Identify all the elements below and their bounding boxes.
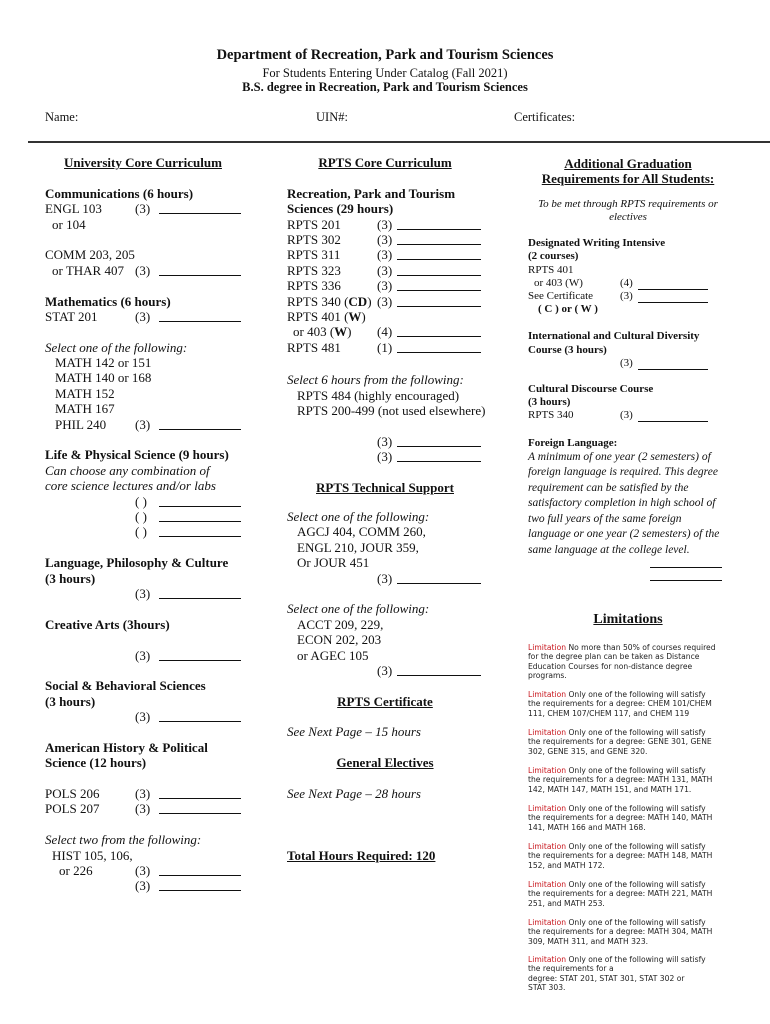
language-culture-hours: (3 hours) xyxy=(45,570,96,586)
grade-blank[interactable] xyxy=(638,278,708,290)
limitation-text: 152, and MATH 172. xyxy=(528,860,605,870)
additional-requirements-heading: Additional Graduation xyxy=(564,156,692,171)
uin-label: UIN#: xyxy=(316,110,348,124)
hist-row xyxy=(45,863,245,878)
limitation-text: 302, GENE 315, and GENE 320. xyxy=(528,746,648,756)
limitation-text: Only one of the following will satisfy xyxy=(566,766,706,775)
limitation-text: Only one of the following will satisfy xyxy=(566,955,706,964)
rpts401-row xyxy=(287,309,487,324)
tech-option: ENGL 210, JOUR 359, xyxy=(297,539,419,555)
engl-alt: or 104 xyxy=(52,216,86,232)
limitation-text: the requirements for a degree: MATH 304, MATH xyxy=(528,927,713,937)
limitation-tag: Limitation xyxy=(528,728,567,737)
course-name: RPTS 340 ( xyxy=(287,293,349,309)
grade-blank[interactable] xyxy=(397,248,481,260)
tech-option: or AGEC 105 xyxy=(297,647,369,663)
rpts-hours: Sciences (29 hours) xyxy=(287,201,394,217)
cd-flag: CD xyxy=(348,293,368,309)
limitation-text: Only one of the following will satisfy xyxy=(566,842,706,851)
hours: (3) xyxy=(377,216,393,232)
foreign-language-text xyxy=(528,450,728,559)
rpts340-line xyxy=(528,409,728,422)
course-name: RPTS 336 xyxy=(287,278,341,294)
course-name: POLS 206 xyxy=(45,786,100,802)
grade-blank[interactable] xyxy=(159,879,241,891)
fl-line: satisfactory completion in high school of xyxy=(528,497,716,510)
limitation-tag: Limitation xyxy=(528,918,567,927)
rpts-course-row xyxy=(287,278,487,293)
hours: (3) xyxy=(135,201,151,217)
tech-row xyxy=(287,571,487,586)
university-core-heading: University Core Curriculum xyxy=(64,155,222,170)
grade-blank[interactable] xyxy=(159,787,241,799)
grade-blank[interactable] xyxy=(159,710,241,722)
hours: (3) xyxy=(135,416,151,432)
rpts-core-heading: RPTS Core Curriculum xyxy=(318,155,452,170)
cultural-discourse-heading: Cultural Discourse Course xyxy=(528,383,654,396)
grade-blank[interactable] xyxy=(397,341,481,353)
grade-blank[interactable] xyxy=(159,264,241,276)
limitation-text: the requirements for a degree: MATH 131, MATH xyxy=(528,775,713,785)
select-one-note: Select one of the following: xyxy=(287,601,430,617)
grade-blank[interactable] xyxy=(159,649,241,661)
limitation-item xyxy=(528,880,728,908)
limitation-item xyxy=(528,766,728,794)
limitation-item xyxy=(528,690,728,718)
limitation-text: 111, CHEM 107/CHEM 117, and CHEM 119 xyxy=(528,708,690,718)
rpts-course-row xyxy=(287,232,487,247)
rpts-core-column xyxy=(287,155,487,863)
fl-line: foreign language is required. This degree xyxy=(528,466,718,479)
course-name: or 226 xyxy=(59,862,93,878)
header-divider xyxy=(28,141,770,143)
hours: (3) xyxy=(620,356,633,369)
select-one-note: Select one of the following: xyxy=(45,339,188,355)
paren: ) xyxy=(361,308,366,324)
social-hours: (3 hours) xyxy=(45,693,96,709)
grade-blank[interactable] xyxy=(397,279,481,291)
limitation-text: 142, MATH 147, MATH 151, and MATH 171. xyxy=(528,784,692,794)
limitation-item xyxy=(528,804,728,832)
limitation-text: Only one of the following will satisfy xyxy=(566,804,706,813)
limitation-text: Only one of the following will satisfy xyxy=(566,880,706,889)
limitation-text: for the degree plan can be taken as Distance xyxy=(528,652,700,662)
hours: (3) xyxy=(377,247,393,263)
grade-blank[interactable] xyxy=(159,587,241,599)
rpts-course-row xyxy=(287,247,487,262)
paren: ) xyxy=(347,324,352,340)
hours: (3) xyxy=(377,262,393,278)
cultural-discourse-hours: (3 hours) xyxy=(528,396,571,409)
elective-row xyxy=(287,449,487,464)
american-history-heading: American History & Political xyxy=(45,739,208,755)
general-electives-heading: General Electives xyxy=(336,755,434,771)
limitation-item xyxy=(528,842,728,870)
fl-line: same language at the college level. xyxy=(528,543,690,556)
american-history-hours: Science (12 hours) xyxy=(45,755,147,771)
limitation-tag: Limitation xyxy=(528,955,567,964)
additional-note: To be met through RPTS requirements or xyxy=(538,197,718,210)
w-flag: W xyxy=(334,324,348,340)
pols206-row xyxy=(45,786,245,801)
hours: (3) xyxy=(135,647,151,663)
limitation-text: the requirements for a degree: GENE 301, GENE xyxy=(528,737,712,747)
course-name: RPTS 302 xyxy=(287,231,341,247)
limitation-item xyxy=(528,918,728,946)
course-name: ENGL 103 xyxy=(45,201,102,217)
language-culture-heading: Language, Philosophy & Culture xyxy=(45,555,229,571)
thar-row xyxy=(45,263,245,278)
limitation-item xyxy=(528,955,728,993)
math-option: MATH 142 or 151 xyxy=(55,355,152,371)
course-name: or 403 (W) xyxy=(534,276,583,289)
hours: (3) xyxy=(620,290,633,303)
course-name: POLS 207 xyxy=(45,801,100,817)
grade-blank[interactable] xyxy=(159,495,241,507)
grade-blank[interactable] xyxy=(397,325,481,337)
science-row xyxy=(45,494,245,509)
course-name: PHIL 240 xyxy=(55,416,107,432)
limitation-text: 141, MATH 166 and MATH 168. xyxy=(528,822,646,832)
tech-option: Or JOUR 451 xyxy=(297,555,370,571)
course-name: See Certificate xyxy=(528,290,594,303)
grade-blank[interactable] xyxy=(159,310,241,322)
limitation-text: the requirements for a degree: MATH 140, MATH xyxy=(528,813,713,823)
additional-note-2: electives xyxy=(609,211,647,224)
math-option: MATH 140 or 168 xyxy=(55,370,152,386)
hours: (3) xyxy=(377,293,393,309)
catalog-subtitle: For Students Entering Under Catalog (Fall 2021) xyxy=(262,66,508,80)
grade-blank[interactable] xyxy=(159,510,241,522)
hours: (3) xyxy=(135,862,151,878)
hours: (4) xyxy=(377,324,393,340)
limitation-text: 309, MATH 311, and MATH 323. xyxy=(528,936,649,946)
hours: (3) xyxy=(377,231,393,247)
hours: (3) xyxy=(377,662,393,678)
hours: ( ) xyxy=(135,508,147,524)
additional-requirements-heading-2: Requirements for All Students: xyxy=(541,171,715,187)
university-core-column xyxy=(45,155,245,894)
course-name: STAT 201 xyxy=(45,308,98,324)
diversity-row xyxy=(528,357,728,370)
phil-row xyxy=(45,417,245,432)
total-hours: Total Hours Required: 120 xyxy=(287,847,436,863)
electives-note: See Next Page – 28 hours xyxy=(287,786,421,802)
foreign-language-heading: Foreign Language: xyxy=(528,436,618,449)
fl-blank-2[interactable] xyxy=(528,568,728,582)
language-row xyxy=(45,586,245,601)
grade-blank[interactable] xyxy=(159,202,241,214)
grade-blank[interactable] xyxy=(159,864,241,876)
hist-options: HIST 105, 106, xyxy=(52,847,133,863)
rpts-certificate-heading: RPTS Certificate xyxy=(337,693,433,709)
mathematics-heading: Mathematics (6 hours) xyxy=(45,293,171,309)
life-science-note: core science lectures and/or labs xyxy=(45,478,216,494)
limitation-tag: Limitation xyxy=(528,643,567,652)
select-6-note: Select 6 hours from the following: xyxy=(287,372,464,388)
fl-line: A minimum of one year (2 semesters) of xyxy=(528,450,711,463)
hours: (3) xyxy=(135,709,151,725)
limitation-text: the requirements for a xyxy=(528,964,614,974)
grade-blank[interactable] xyxy=(397,295,481,307)
fl-blank-1[interactable] xyxy=(528,558,728,568)
tech-option: ECON 202, 203 xyxy=(297,632,382,648)
hours: (3) xyxy=(135,585,151,601)
fl-line: language or one year (2 semesters) of the xyxy=(528,528,720,541)
certificates-label: Certificates: xyxy=(514,110,576,124)
hours: (3) xyxy=(135,786,151,802)
fl-line: requirement can be satisfied by the xyxy=(528,481,689,494)
limitation-tag: Limitation xyxy=(528,880,567,889)
elective-row xyxy=(287,434,487,449)
limitation-text: Only one of the following will satisfy xyxy=(566,918,706,927)
diversity-heading: International and Cultural Diversity xyxy=(528,330,700,343)
hours: (3) xyxy=(135,801,151,817)
writing-intensive-heading: Designated Writing Intensive xyxy=(528,237,666,250)
limitation-text: the requirements for a degree: CHEM 101/CHEM xyxy=(528,699,712,709)
hours: (3) xyxy=(135,262,151,278)
life-science-heading: Life & Physical Science (9 hours) xyxy=(45,447,229,463)
course-name: RPTS 323 xyxy=(287,262,341,278)
grade-blank[interactable] xyxy=(397,450,481,462)
limitation-text: Only one of the following will satisfy xyxy=(566,728,706,737)
c-or-w: ( C ) or ( W ) xyxy=(538,303,598,316)
rpts-course-row xyxy=(287,217,487,232)
rpts200-option: RPTS 200-499 (not used elsewhere) xyxy=(297,403,486,419)
tech-row xyxy=(287,663,487,678)
math-option: MATH 152 xyxy=(55,385,115,401)
stat-row xyxy=(45,309,245,324)
page-title: Department of Recreation, Park and Tourism Sciences xyxy=(216,47,554,63)
course-name: or 403 ( xyxy=(293,324,335,340)
select-two-note: Select two from the following: xyxy=(45,832,202,848)
select-one-note: Select one of the following: xyxy=(287,508,430,524)
limitation-text: STAT 303. xyxy=(528,983,566,993)
creative-arts-heading: Creative Arts (3hours) xyxy=(45,616,170,632)
rpts-heading: Recreation, Park and Tourism xyxy=(287,185,456,201)
limitation-tag: Limitation xyxy=(528,766,567,775)
limitation-text: the requirements for a degree: MATH 148, MATH xyxy=(528,851,713,861)
or403-row xyxy=(287,324,487,339)
grade-blank[interactable] xyxy=(397,435,481,447)
grade-blank[interactable] xyxy=(638,410,708,422)
hours: (3) xyxy=(135,878,151,894)
limitation-text: programs. xyxy=(528,671,567,681)
tech-option: ACCT 209, 229, xyxy=(297,616,384,632)
grade-blank[interactable] xyxy=(397,233,481,245)
hours: ( ) xyxy=(135,493,147,509)
limitation-item xyxy=(528,728,728,756)
limitation-text: Education Courses for non-distance degree xyxy=(528,661,693,671)
name-label: Name: xyxy=(45,110,79,124)
comm-row: COMM 203, 205 xyxy=(45,247,135,263)
grade-blank[interactable] xyxy=(159,418,241,430)
limitation-text: degree: STAT 201, STAT 301, STAT 302 or xyxy=(528,973,685,983)
course-name: RPTS 401 ( xyxy=(287,308,349,324)
course-name: RPTS 311 xyxy=(287,247,341,263)
degree-subtitle: B.S. degree in Recreation, Park and Tourism Sciences xyxy=(242,80,528,94)
rpts340-row xyxy=(287,294,487,309)
diversity-heading-2: Course (3 hours) xyxy=(528,343,607,356)
hours: (3) xyxy=(377,278,393,294)
hours: ( ) xyxy=(135,524,147,540)
course-name: RPTS 201 xyxy=(287,216,341,232)
limitations-heading: Limitations xyxy=(593,612,663,627)
hours: (4) xyxy=(620,276,633,289)
hours: (3) xyxy=(620,409,633,422)
course-name: RPTS 340 xyxy=(528,409,574,422)
hours: (3) xyxy=(377,570,393,586)
limitation-tag: Limitation xyxy=(528,842,567,851)
grade-blank[interactable] xyxy=(397,218,481,230)
rpts481-row xyxy=(287,340,487,355)
grade-blank[interactable] xyxy=(638,358,708,370)
communications-heading: Communications (6 hours) xyxy=(45,185,194,201)
social-heading: Social & Behavioral Sciences xyxy=(45,678,206,694)
course-name: or THAR 407 xyxy=(52,262,124,278)
grade-blank[interactable] xyxy=(159,802,241,814)
paren: ) xyxy=(367,293,372,309)
certificate-note: See Next Page – 15 hours xyxy=(287,724,421,740)
fl-line: two full years of the same foreign xyxy=(528,512,682,525)
limitation-text: No more than 50% of courses required xyxy=(566,643,716,652)
grade-blank[interactable] xyxy=(397,264,481,276)
hours: (1) xyxy=(377,339,393,355)
additional-requirements-column xyxy=(528,156,728,582)
limitation-item xyxy=(528,643,728,681)
hist-row xyxy=(45,878,245,893)
grade-blank[interactable] xyxy=(397,664,481,676)
writing-intensive-sub: (2 courses) xyxy=(528,250,579,263)
grade-blank[interactable] xyxy=(159,525,241,537)
grade-blank[interactable] xyxy=(638,291,708,303)
rpts-course-row xyxy=(287,263,487,278)
science-row xyxy=(45,509,245,524)
w-flag: W xyxy=(348,308,362,324)
tech-option: AGCJ 404, COMM 260, xyxy=(297,524,426,540)
limitation-text: 251, and MATH 253. xyxy=(528,898,605,908)
rpts401-line: RPTS 401 xyxy=(528,263,574,276)
hours: (3) xyxy=(377,434,393,450)
math-option: MATH 167 xyxy=(55,401,115,417)
arts-row xyxy=(45,648,245,663)
social-row xyxy=(45,709,245,724)
science-row xyxy=(45,524,245,539)
life-science-note: Can choose any combination of xyxy=(45,462,210,478)
hours: (3) xyxy=(135,308,151,324)
rpts484-option: RPTS 484 (highly encouraged) xyxy=(297,387,460,403)
hours: (3) xyxy=(377,449,393,465)
course-name: RPTS 481 xyxy=(287,339,341,355)
limitation-tag: Limitation xyxy=(528,690,567,699)
pols207-row xyxy=(45,801,245,816)
see-cert-line xyxy=(528,290,728,303)
or403-line xyxy=(528,277,728,290)
tech-support-heading: RPTS Technical Support xyxy=(316,480,454,496)
limitation-tag: Limitation xyxy=(528,804,567,813)
limitation-text: the requirements for a degree: MATH 221, MATH xyxy=(528,889,713,899)
grade-blank[interactable] xyxy=(397,572,481,584)
limitation-text: Only one of the following will satisfy xyxy=(566,690,706,699)
engl-row xyxy=(45,201,245,216)
